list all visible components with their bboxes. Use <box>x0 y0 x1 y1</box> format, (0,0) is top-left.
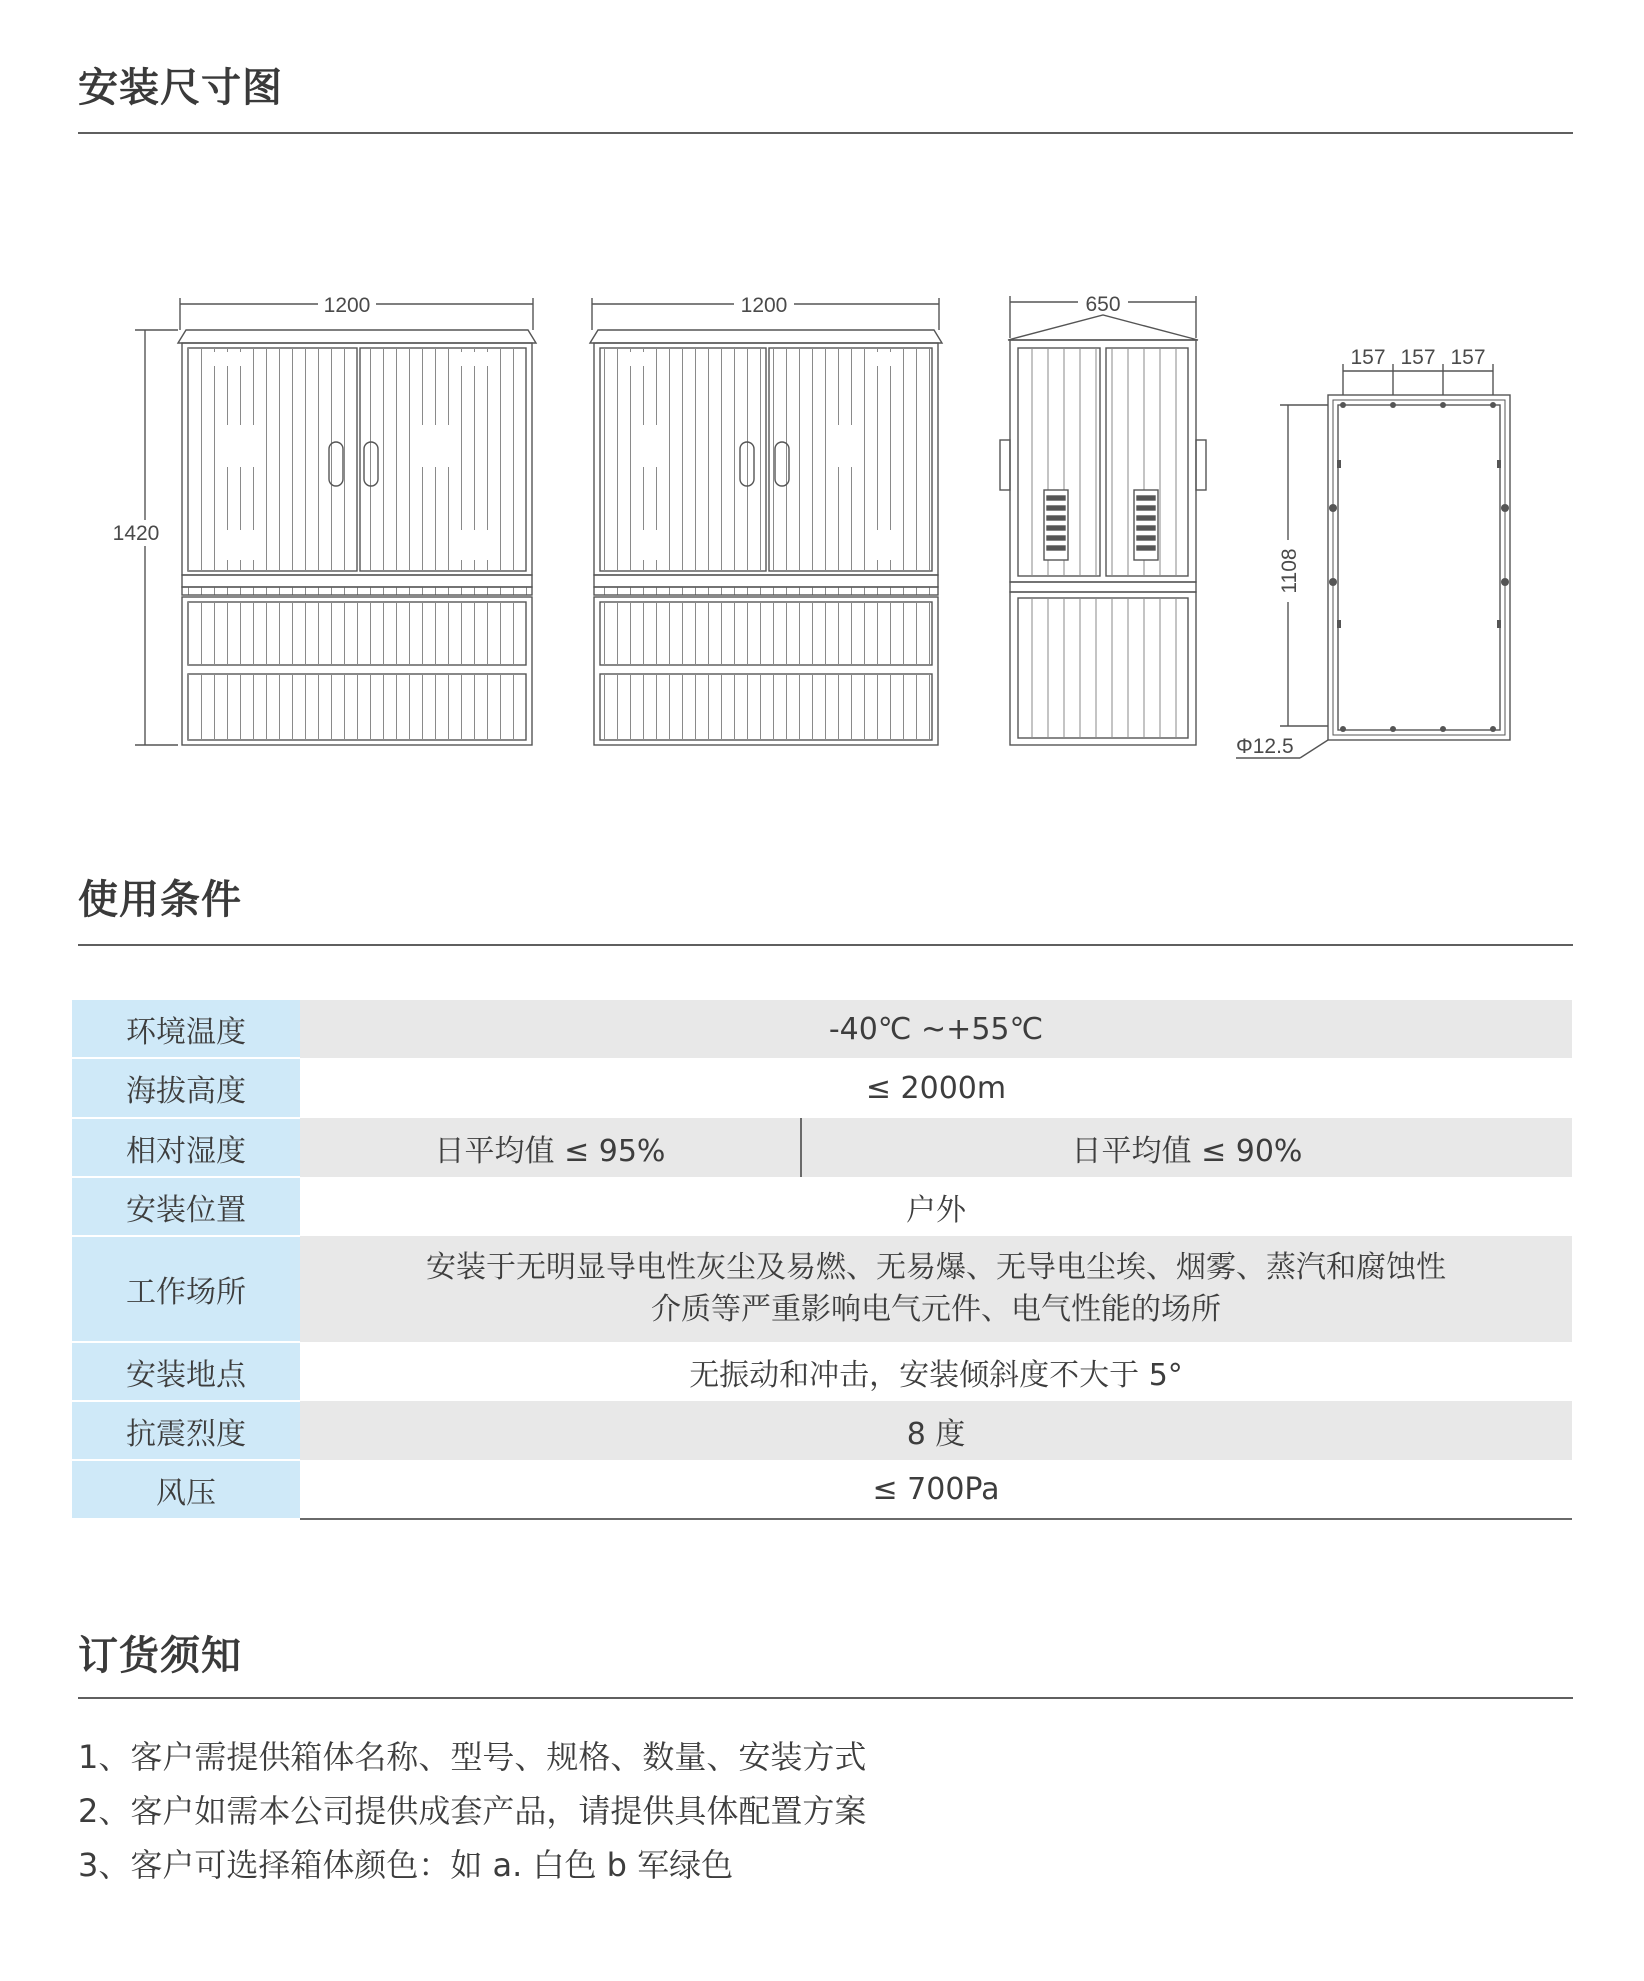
row-label: 环境温度 <box>72 1000 300 1058</box>
row-value-line-1: 安装于无明显导电性灰尘及易燃、无易爆、无导电尘埃、烟雾、蒸汽和腐蚀性 <box>426 1250 1446 1285</box>
side-width-label: 650 <box>1085 293 1121 316</box>
row-label: 工作场所 <box>72 1236 300 1342</box>
table-row <box>72 1460 1572 1519</box>
section-divider <box>78 944 1573 946</box>
base-bolts <box>1329 402 1509 732</box>
row-value: 户外 <box>300 1177 1572 1236</box>
row-value: 8 度 <box>300 1401 1572 1460</box>
table-row <box>72 1236 1572 1342</box>
row-label: 海拔高度 <box>72 1058 300 1118</box>
row-label: 安装地点 <box>72 1342 300 1401</box>
row-label: 抗震烈度 <box>72 1401 300 1460</box>
front-width-label: 1200 <box>323 294 371 317</box>
base-depth-label: 1108 <box>1278 548 1301 594</box>
row-value: ≤ 2000m <box>300 1058 1572 1118</box>
list-item: 3、客户可选择箱体颜色：如 a. 白色 b 军绿色 <box>78 1846 734 1884</box>
table-row <box>72 1000 1572 1058</box>
row-value <box>300 1236 1572 1342</box>
table-row <box>72 1177 1572 1236</box>
order-notes-list <box>78 1730 866 1892</box>
row-value-left: 日平均值 ≤ 95% <box>300 1118 801 1177</box>
row-label: 风压 <box>72 1460 300 1519</box>
table-row <box>72 1058 1572 1118</box>
row-value-line-2: 介质等严重影响电气元件、电气性能的场所 <box>651 1292 1221 1327</box>
row-value-right: 日平均值 ≤ 90% <box>801 1118 1572 1177</box>
section-divider <box>78 1697 1573 1699</box>
conditions-table <box>72 1000 1572 1520</box>
section-title-conditions: 使用条件 <box>78 877 242 923</box>
height-label: 1420 <box>112 522 160 545</box>
table-row <box>72 1342 1572 1401</box>
row-value: -40℃ ~+55℃ <box>300 1000 1572 1058</box>
installation-dimension-drawings <box>0 0 1644 800</box>
row-label: 相对湿度 <box>72 1118 300 1177</box>
front-view <box>135 298 536 745</box>
back-view <box>590 298 942 745</box>
list-item: 1、客户需提供箱体名称、型号、规格、数量、安装方式 <box>78 1738 867 1776</box>
base-spacing-label-2: 157 <box>1400 346 1436 369</box>
side-view <box>1000 296 1206 745</box>
row-label: 安装位置 <box>72 1177 300 1236</box>
base-spacing-label-3: 157 <box>1450 346 1486 369</box>
section-title-order: 订货须知 <box>78 1633 242 1679</box>
back-width-label: 1200 <box>740 294 788 317</box>
list-item: 2、客户如需本公司提供成套产品，请提供具体配置方案 <box>78 1792 867 1830</box>
section-title-dimensions: 安装尺寸图 <box>78 65 283 111</box>
table-row <box>72 1401 1572 1460</box>
row-value: ≤ 700Pa <box>300 1460 1572 1519</box>
row-value: 无振动和冲击，安装倾斜度不大于 5° <box>300 1342 1572 1401</box>
base-spacing-label-1: 157 <box>1350 346 1386 369</box>
table-row <box>72 1118 1572 1177</box>
hole-diameter-label: Φ12.5 <box>1236 735 1294 758</box>
